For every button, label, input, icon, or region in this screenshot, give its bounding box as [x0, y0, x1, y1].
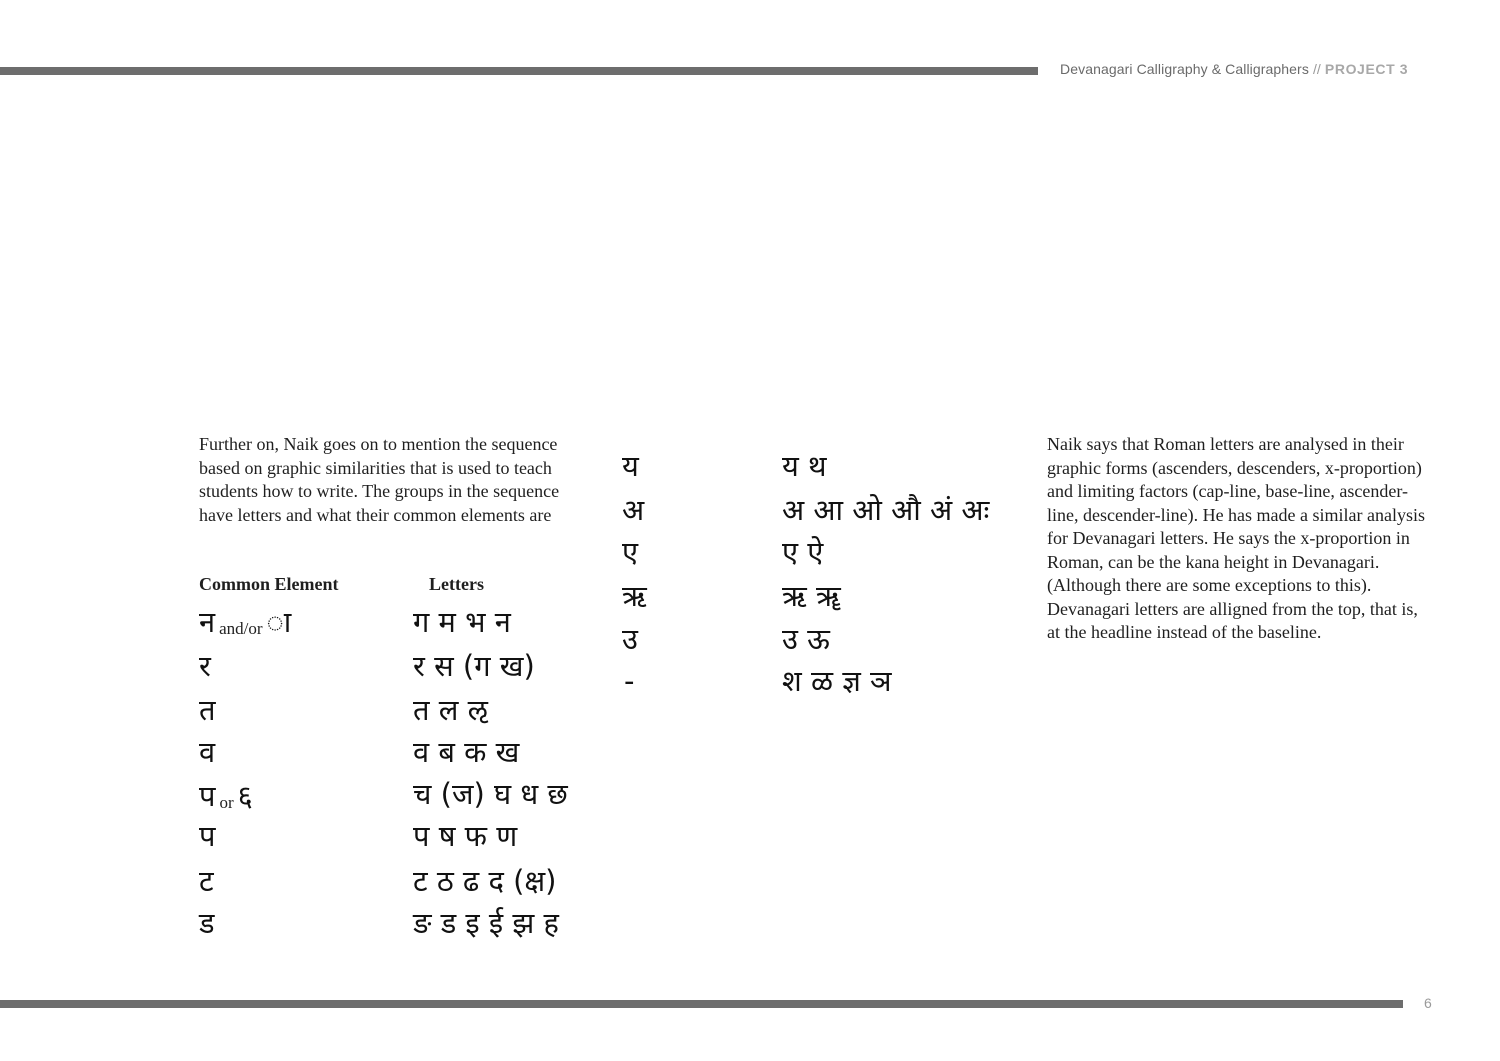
common-element: प: [199, 819, 216, 853]
analysis-paragraph: Naik says that Roman letters are analysed in their graphic forms (ascenders, descenders, x-proportion) and limiting factors (cap-line, base-line, ascender-line, descender-line). He has made a similar analysis for Devanagari letters. He says the x-proportion in Roman, can be the kana height in Devanagari. (Although there are some exceptions to this). Devanagari letters are alligned from the top, that is, at the headline instead of the baseline.: [1047, 434, 1425, 642]
footer-rule: [0, 1000, 1403, 1008]
connector-text: and/or: [219, 619, 263, 638]
common-element: ट: [199, 864, 214, 898]
letters-group: व ब क ख: [413, 735, 520, 769]
header-project: PROJECT 3: [1324, 61, 1409, 77]
letters-group: श ळ ज्ञ ञ: [782, 664, 892, 698]
letters-group: य थ: [782, 449, 827, 483]
running-header: [1060, 61, 1480, 77]
header-separator: //: [1312, 61, 1321, 77]
letters-group: उ ऊ: [782, 622, 830, 656]
header-title: Devanagari Calligraphy & Calligraphers: [1060, 61, 1309, 77]
letters-group: र स (ग ख): [413, 649, 535, 683]
common-element: उ: [622, 622, 638, 656]
common-element: ड: [199, 906, 215, 940]
letters-group: ए ऐ: [782, 535, 824, 569]
letters-group: ट ठ ढ द (क्ष): [413, 864, 557, 898]
common-element: त: [199, 693, 216, 727]
letters-group: अ आ ओ औ अं अः: [782, 493, 990, 527]
page-number: 6: [1424, 995, 1432, 1011]
letters-group: ग म भ न: [413, 605, 511, 639]
letters-group: त ल ऌ: [413, 693, 488, 727]
common-element: अ: [622, 493, 645, 527]
common-element: ऋ: [622, 579, 647, 613]
letters-group: प ष फ ण: [413, 819, 518, 853]
common-element: -: [624, 664, 635, 698]
common-element: व: [199, 735, 216, 769]
letters-heading: Letters: [429, 574, 484, 594]
common-element: ए: [622, 535, 639, 569]
letters-group: ङ ड इ ई झ ह: [413, 906, 559, 940]
letters-group: ऋ ॠ: [782, 579, 841, 613]
letters-group: च (ज) घ ध छ: [413, 777, 568, 811]
common-element: नand/or ा: [199, 605, 292, 639]
common-element: पor ६: [199, 779, 253, 813]
common-element: य: [622, 449, 639, 483]
header-rule: [0, 67, 1038, 75]
common-element: र: [199, 649, 211, 683]
connector-text: or: [219, 793, 234, 812]
intro-paragraph: Further on, Naik goes on to mention the sequence based on graphic similarities that is used to teach students how to write. The groups in the sequence have letters and what their common elements are: [199, 434, 560, 525]
common-element-heading: Common Element: [199, 574, 339, 594]
